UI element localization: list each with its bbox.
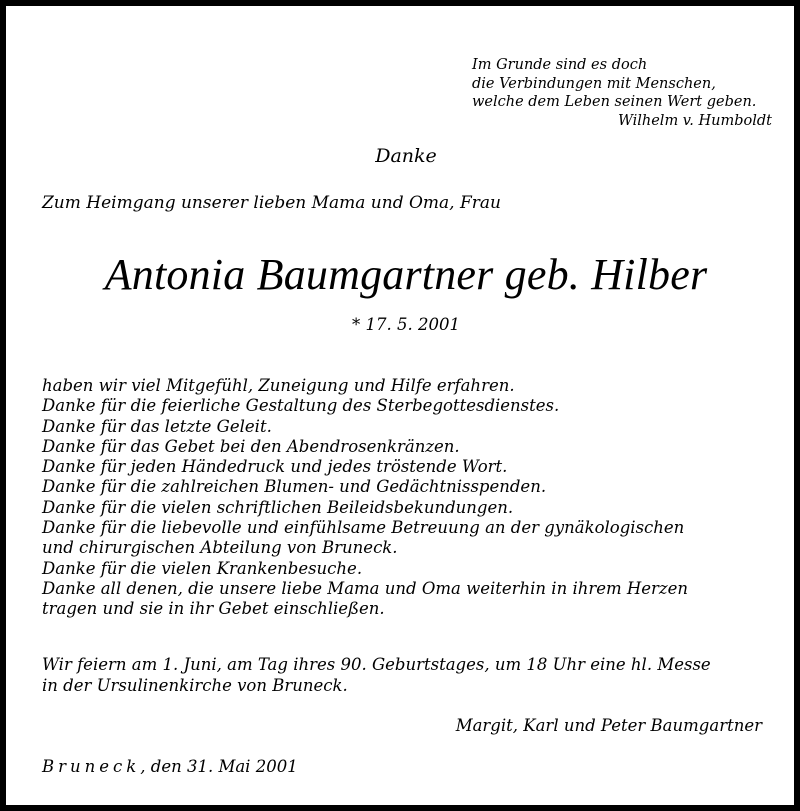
text-line: tragen und sie in ihr Gebet einschließen. xyxy=(42,599,385,619)
place-date-line xyxy=(42,757,298,776)
text-line: haben wir viel Mitgefühl, Zuneigung und Hilfe erfahren. xyxy=(42,376,515,395)
heading-danke: Danke xyxy=(375,145,437,167)
text-line: Danke für das Gebet bei den Abendrosenkränzen. xyxy=(42,436,460,456)
mass-announcement xyxy=(42,655,711,696)
text-line: in der Ursulinenkirche von Bruneck. xyxy=(42,675,348,695)
text-line: und chirurgischen Abteilung von Bruneck. xyxy=(42,538,398,558)
text-line: Wir feiern am 1. Juni, am Tag ihres 90. Geburtstages, um 18 Uhr eine hl. Messe xyxy=(42,655,711,674)
text-line: Danke für die liebevolle und einfühlsame Betreuung an der gynäkologischen xyxy=(42,518,685,538)
birth-date: * 17. 5. 2001 xyxy=(352,315,460,334)
text-line: Danke für die zahlreichen Blumen- und Gedächtnisspenden. xyxy=(42,477,547,497)
text-line: Danke für jeden Händedruck und jedes tröstende Wort. xyxy=(42,457,508,477)
intro-line: Zum Heimgang unserer lieben Mama und Oma, Frau xyxy=(42,193,501,213)
text-line: Danke für die feierliche Gestaltung des Sterbegottesdienstes. xyxy=(42,396,560,416)
text-line: Danke für die vielen schriftlichen Beileidsbekundungen. xyxy=(42,497,514,517)
deceased-name: Antonia Baumgartner geb. Hilber xyxy=(104,250,708,299)
epigraph-quote xyxy=(472,56,772,130)
quote-line: welche dem Leben seinen Wert geben. xyxy=(472,94,757,110)
quote-line: Im Grunde sind es doch xyxy=(472,57,648,73)
text-line: Danke für das letzte Geleit. xyxy=(42,416,272,436)
signers: Margit, Karl und Peter Baumgartner xyxy=(455,716,762,735)
quote-line: die Verbindungen mit Menschen, xyxy=(472,75,716,92)
date: , den 31. Mai 2001 xyxy=(140,757,298,776)
thanks-text xyxy=(42,376,688,620)
quote-author: Wilhelm v. Humboldt xyxy=(617,112,772,129)
text-line: Danke all denen, die unsere liebe Mama und Oma weiterhin in ihrem Herzen xyxy=(42,578,689,598)
place: Bruneck xyxy=(42,757,141,776)
text-line: Danke für die vielen Krankenbesuche. xyxy=(42,558,363,578)
